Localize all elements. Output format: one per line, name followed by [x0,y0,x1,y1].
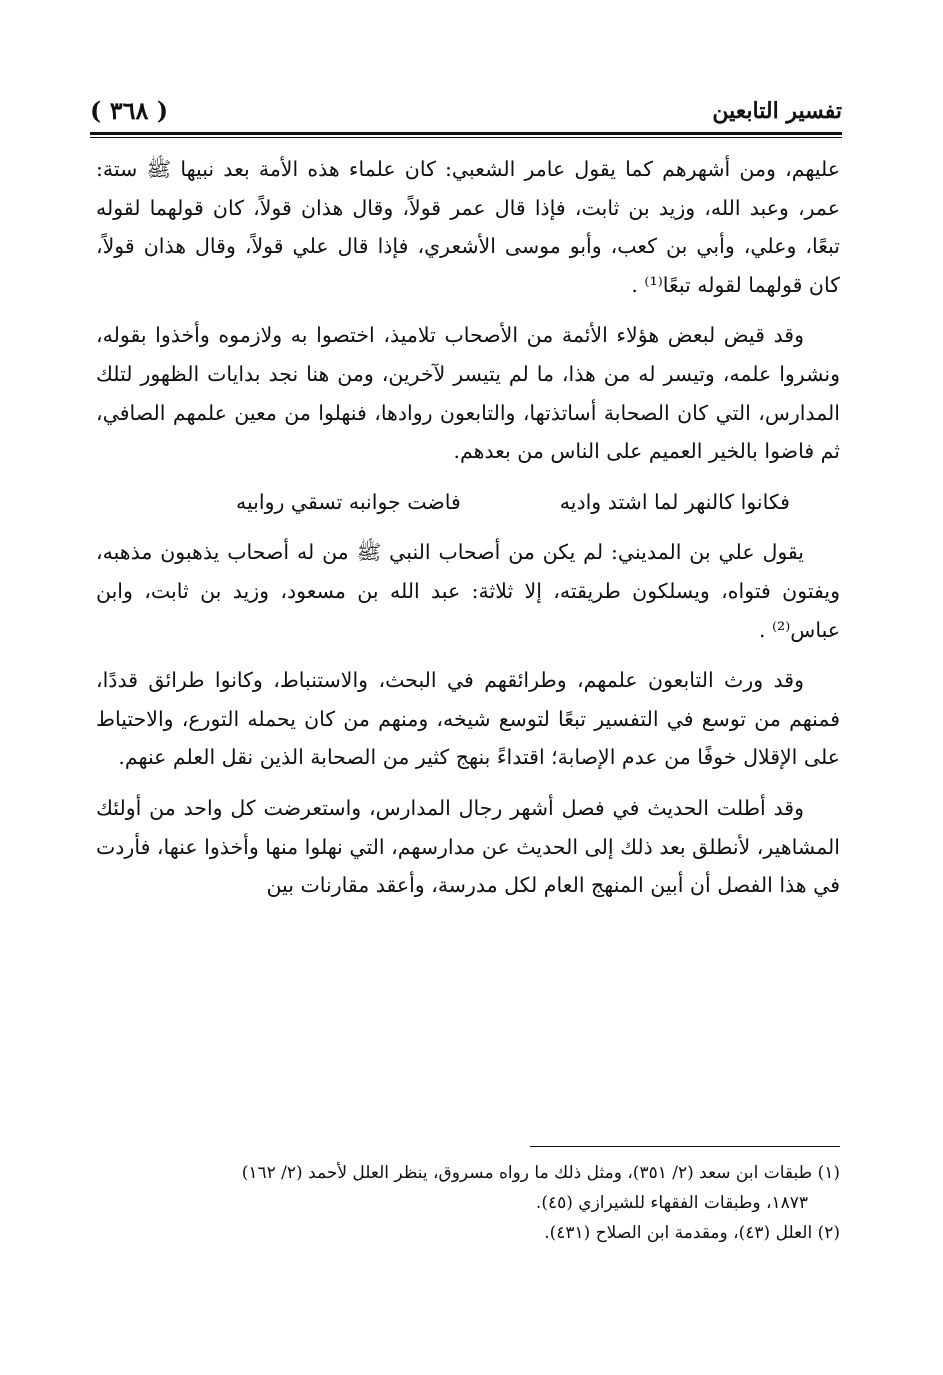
page-header [90,92,842,132]
running-title: تفسير التابعين [712,98,842,124]
paragraph-2: وقد قيض لبعض هؤلاء الأئمة من الأصحاب تلاميذ، اختصوا به ولازموه وأخذوا بقوله، ونشروا علمه، وتيسر له من هذا، ما لم يتيسر لآخرين، ومن هنا نجد بدايات الظهور لتلك المدارس، التي كان الصحابة أساتذتها، والتابعون روادها، فنهلوا من معين علمهم الصافي، ثم فاضوا بالخير العميم على الناس من بعدهم. [96,323,840,464]
verse-second-hemistich: فاضت جوانبه تسقي روابيه [236,489,461,514]
footnote-1: (١) طبقات ابن سعد (٢/ ٣٥١)، ومثل ذلك ما رواه مسروق، ينظر العلل لأحمد (٢/ ١٦٢) [241,1163,840,1183]
footnote-separator [530,1146,840,1147]
paragraph-5: وقد أطلت الحديث في فصل أشهر رجال المدارس، واستعرضت كل واحد من أولئك المشاهير، لأنطلق بعد ذلك إلى الحديث عن مدارسهم، التي نهلوا منها وأخذوا عنها، فأردت في هذا الفصل أن أبين المنهج العام لكل مدرسة، وأعقد مقارنات بين [96,795,840,898]
body-text [96,150,840,905]
header-rule-thin [90,137,842,138]
header-rule [90,132,842,135]
poetry-verse [236,483,790,522]
paragraph-1: عليهم، ومن أشهرهم كما يقول عامر الشعبي: كان علماء هذه الأمة بعد نبيها ﷺ ستة: عمر، وعبد الله، وزيد بن ثابت، فإذا قال عمر قولاً، وقال هذان قولاً، كان قولهما لقوله تبعًا، وعلي، وأبي بن كعب، وأبو موسى الأشعري، فإذا قال علي قولاً، وقال هذان قولاً، كان قولهما لقوله تبعًا⁽¹⁾ . [96,157,840,297]
page-number: ( ٣٦٨ ) [90,96,169,125]
paragraph-4: وقد ورث التابعون علمهم، وطرائقهم في البحث، والاستنباط، وكانوا طرائق قددًا، فمنهم من توسع في التفسير تبعًا لتوسع شيخه، ومنهم من كان يحمله التورع، والاحتياط على الإقلال خوفًا من عدم الإصابة؛ اقتداءً بنهج كثير من الصحابة الذين نقل العلم عنهم. [96,668,840,770]
paragraph-3: يقول علي بن المديني: لم يكن من أصحاب النبي ﷺ من له أصحاب يذهبون مذهبه، ويفتون فتواه، ويسلكون طريقته، إلا ثلاثة: عبد الله بن مسعود، وزيد بن ثابت، وابن عباس⁽²⁾ . [96,540,840,642]
footnote-2: (٢) العلل (٤٣)، ومقدمة ابن الصلاح (٤٣١). [544,1223,840,1243]
verse-first-hemistich: فكانوا كالنهر لما اشتد واديه [559,489,790,514]
footnotes [96,1158,840,1248]
footnote-1-continued: ١٨٧٣، وطبقات الفقهاء للشيرازي (٤٥). [535,1193,808,1213]
